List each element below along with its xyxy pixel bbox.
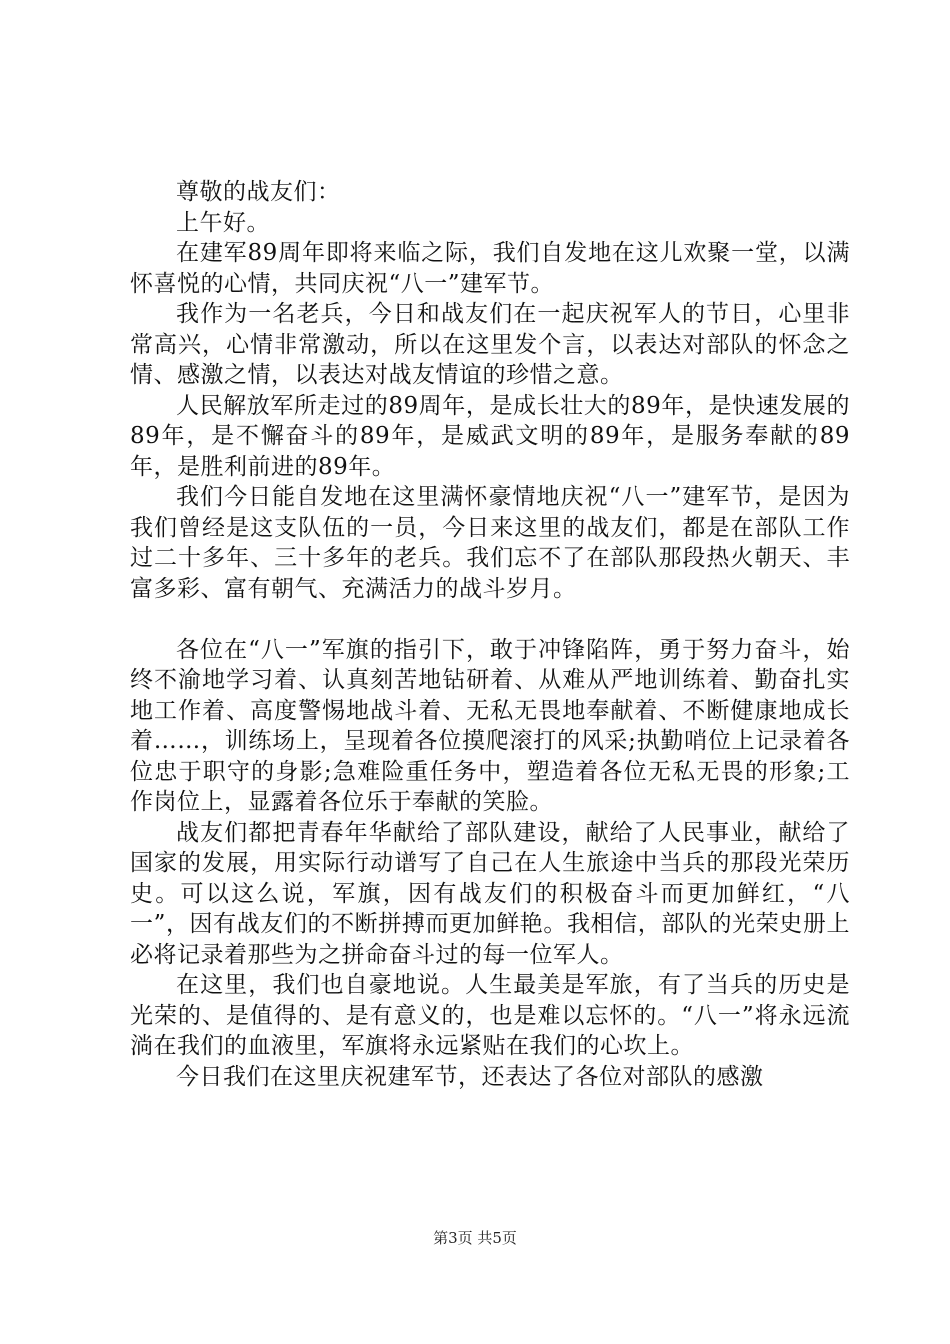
greeting: 上午好。 [176, 209, 270, 236]
paragraph-3: 人民解放军所走过的89周年，是成长壮大的89年，是快速发展的89年，是不懈奋斗的89年，是威武文明的89年，是服务奉献的89年，是胜利前进的89年。 [130, 392, 850, 480]
document-body [130, 177, 850, 1092]
paragraph-8: 今日我们在这里庆祝建军节，还表达了各位对部队的感激 [176, 1063, 764, 1090]
paragraph-5: 各位在“八一”军旗的指引下，敢于冲锋陷阵，勇于努力奋斗，始终不渝地学习着、认真刻苦地钻研着、从难从严地训练着、勤奋扎实地工作着、高度警惕地战斗着、无私无畏地奉献着、不断健康地成长着……，训练场上，呈现着各位摸爬滚打的风采;执勤哨位上记录着各位忠于职守的身影;急难险重任务中，塑造着各位无私无畏的形象;工作岗位上，显露着各位乐于奉献的笑脸。 [130, 636, 850, 815]
paragraph-7: 在这里，我们也自豪地说。人生最美是军旅，有了当兵的历史是光荣的、是值得的、是有意义的，也是难以忘怀的。“八一”将永远流淌在我们的血液里，军旗将永远紧贴在我们的心坎上。 [130, 972, 850, 1059]
paragraph-6: 战友们都把青春年华献给了部队建设，献给了人民事业，献给了国家的发展，用实际行动谱写了自己在人生旅途中当兵的那段光荣历史。可以这么说，军旗，因有战友们的积极奋斗而更加鲜红，“八一”，因有战友们的不断拼搏而更加鲜艳。我相信，部队的光荣史册上必将记录着那些为之拼命奋斗过的每一位军人。 [130, 819, 850, 968]
paragraph-1: 在建军89周年即将来临之际，我们自发地在这儿欢聚一堂，以满怀喜悦的心情，共同庆祝“八一”建军节。 [130, 240, 850, 297]
page-footer [0, 1227, 950, 1248]
salutation: 尊敬的战友们： [176, 179, 341, 205]
paragraph-2: 我作为一名老兵，今日和战友们在一起庆祝军人的节日，心里非常高兴，心情非常激动，所以在这里发个言，以表达对部队的怀念之情、感激之情，以表达对战友情谊的珍惜之意。 [130, 301, 850, 388]
paragraph-4: 我们今日能自发地在这里满怀豪情地庆祝“八一”建军节，是因为我们曾经是这支队伍的一员，今日来这里的战友们，都是在部队工作过二十多年、三十多年的老兵。我们忘不了在部队那段热火朝天、丰富多彩、富有朝气、充满活力的战斗岁月。 [130, 484, 850, 602]
page-number-label: 第3页 共5页 [433, 1229, 517, 1247]
